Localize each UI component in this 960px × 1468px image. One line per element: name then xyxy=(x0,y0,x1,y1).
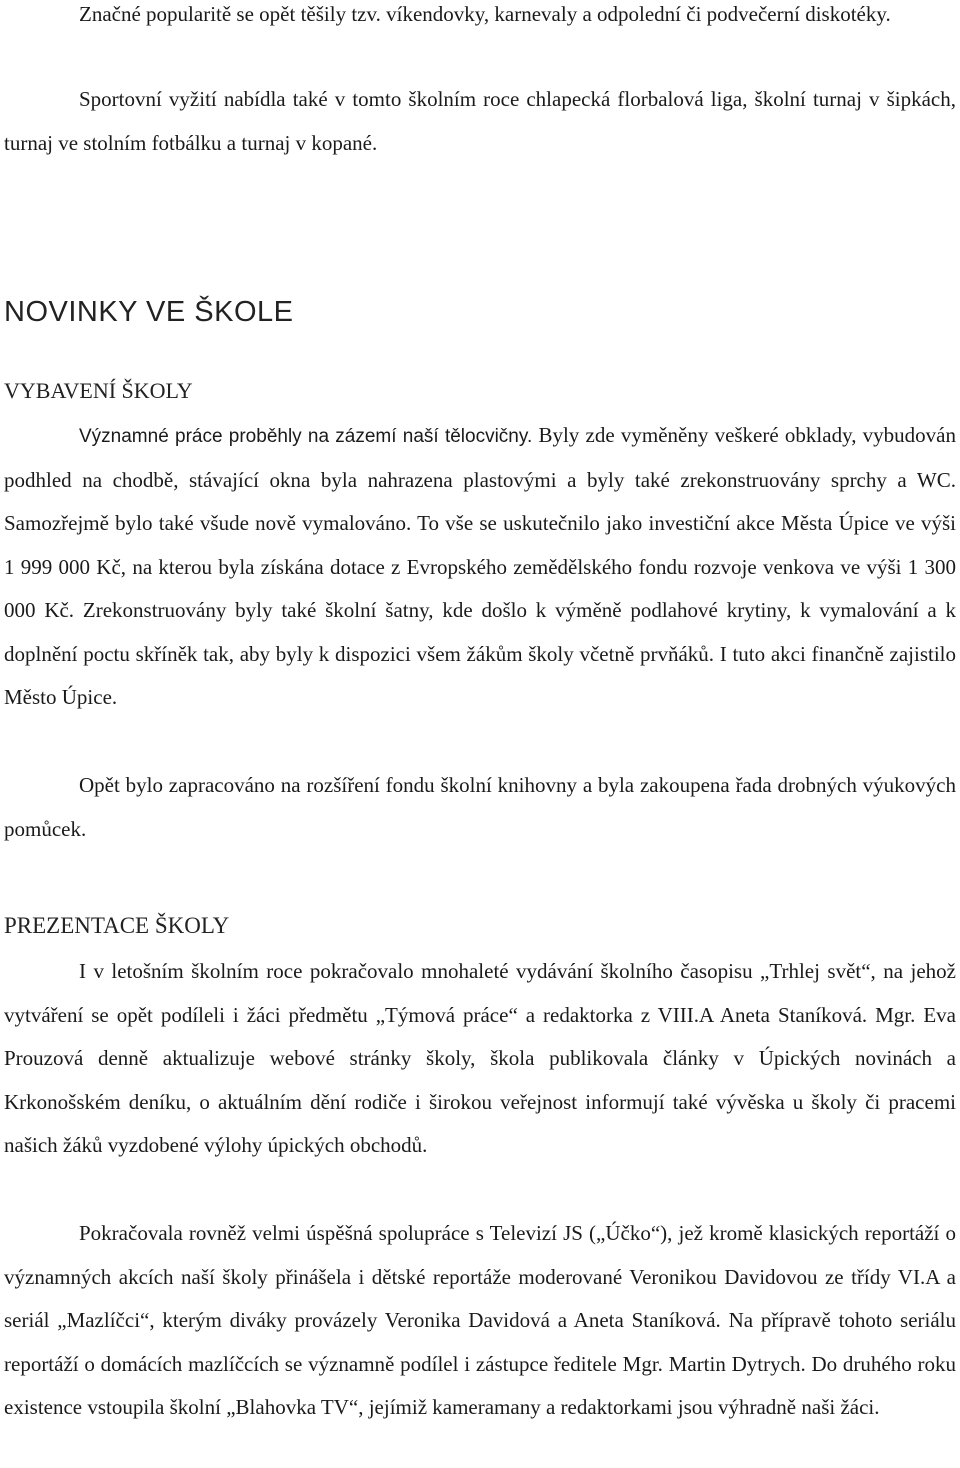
prezentace-paragraph-2: Pokračovala rovněž velmi úspěšná spolupráce s Televizí JS („Účko“), jež kromě klasických reportáží o významných akcích naší školy přinášela i dětské reportáže moderované Veronikou Davidovou ze třídy VI.A a seriál „Mazlíčci“, kterým diváky provázely Veronika Davidová a Aneta Staníková. Na přípravě tohoto seriálu reportáží o domácích mazlíčcích se významně podílel i zástupce ředitele Mgr. Martin Dytrych. Do druhého roku existence vstoupila školní „Blahovka TV“, jejímiž kameramany a redaktorkami jsou výhradně naši žáci. xyxy=(4,1221,956,1419)
vybaveni-paragraph-1 xyxy=(4,414,956,720)
section-heading-novinky: NOVINKY VE ŠKOLE xyxy=(4,296,294,328)
intro-paragraph-2: Sportovní vyžití nabídla také v tomto školním roce chlapecká florbalová liga, školní turnaj v šipkách, turnaj ve stolním fotbálku a turnaj v kopané. xyxy=(4,87,956,155)
subsection-heading-vybaveni: VYBAVENÍ ŠKOLY xyxy=(4,378,193,403)
intro-paragraph-1: Značné popularitě se opět těšily tzv. víkendovky, karnevaly a odpolední či podvečerní diskotéky. xyxy=(79,2,891,26)
vybaveni-paragraph-lead: Významné práce proběhly na zázemí naší tělocvičny. xyxy=(79,426,533,447)
vybaveni-paragraph-body: Byly zde vyměněny veškeré obklady, vybudován podhled na chodbě, stávající okna byla nahrazena plastovými a byly také zrekonstruovány sprchy a WC. Samozřejmě bylo také všude nově vymalováno. To vše se uskutečnilo jako investiční akce Města Úpice ve výši 1 999 000 Kč, na kterou byla získána dotace z Evropského zemědělského fondu rozvoje venkova ve výši 1 300 000 Kč. Zrekonstruovány byly také školní šatny, kde došlo k výměně podlahové krytiny, k vymalování a k doplnění poctu skříněk tak, aby byly k dispozici všem žákům školy včetně prvňáků. I tuto akci finančně zajistilo Město Úpice. xyxy=(4,423,956,709)
section-heading-prezentace: PREZENTACE ŠKOLY xyxy=(4,913,230,938)
vybaveni-paragraph-2: Opět bylo zapracováno na rozšíření fondu školní knihovny a byla zakoupena řada drobných výukových pomůcek. xyxy=(4,773,956,841)
prezentace-paragraph-1: I v letošním školním roce pokračovalo mnohaleté vydávání školního časopisu „Trhlej svět“, na jehož vytváření se opět podíleli i žáci předmětu „Týmová práce“ a redaktorka z VIII.A Aneta Staníková. Mgr. Eva Prouzová denně aktualizuje webové stránky školy, škola publikovala články v Úpických novinách a Krkonošském deníku, o aktuálním dění rodiče i širokou veřejnost informují také vývěska u školy či pracemi našich žáků vyzdobené výlohy úpických obchodů. xyxy=(4,959,956,1157)
